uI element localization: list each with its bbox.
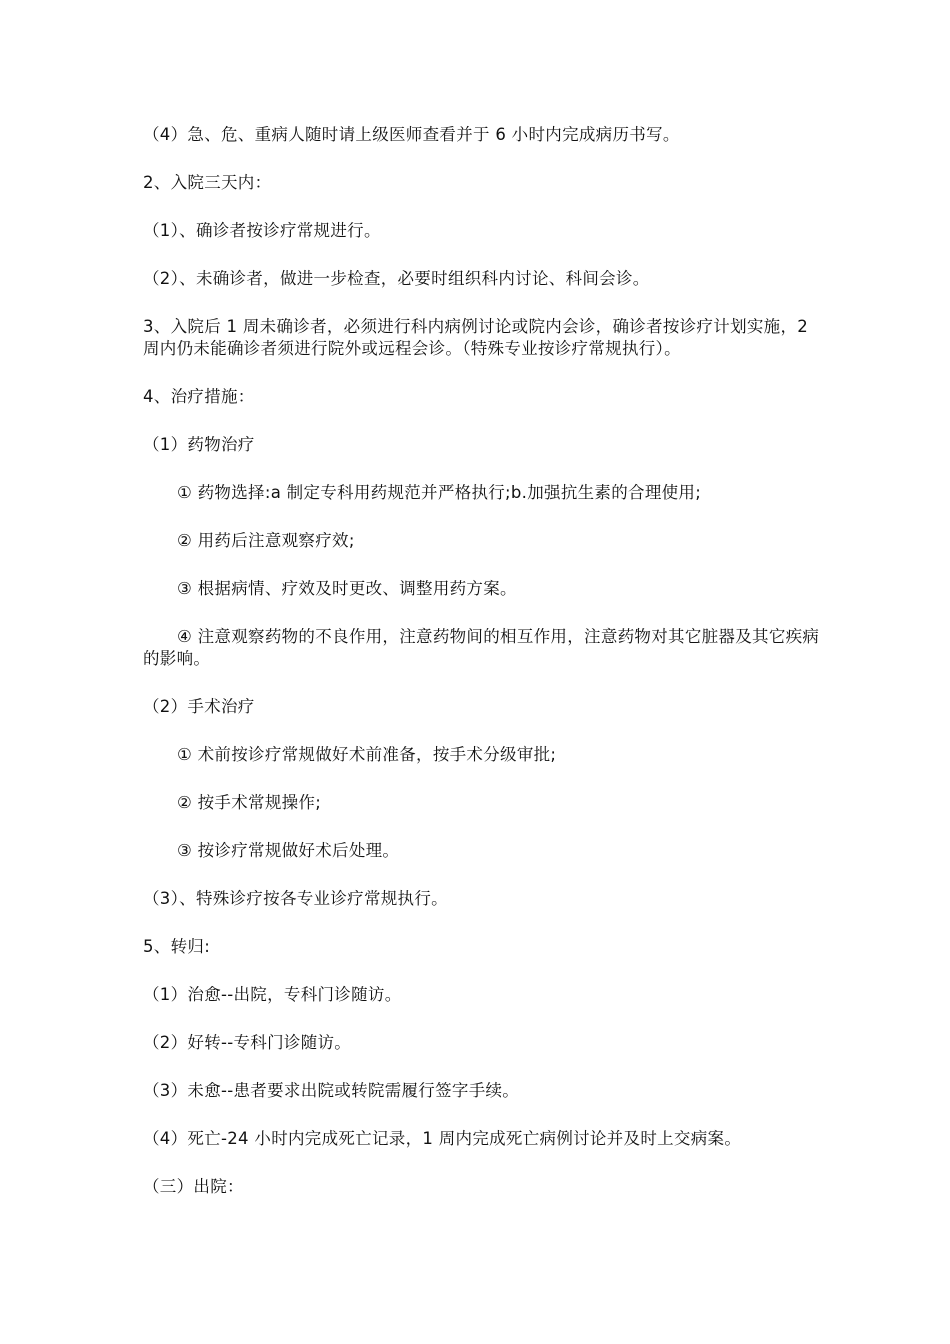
paragraph-one-week-undiagnosed: 3、入院后 1 周未确诊者，必须进行科内病例讨论或院内会诊，确诊者按诊疗计划实施，2 周内仍未能确诊者须进行院外或远程会诊。（特殊专业按诊疗常规执行）。 (143, 317, 809, 358)
heading-outcome: 5、转归: (143, 937, 211, 956)
paragraph-critical-patient-record: （4）急、危、重病人随时请上级医师查看并于 6 小时内完成病历书写。 (143, 125, 680, 144)
list-item-postoperative-care: ③ 按诊疗常规做好术后处理。 (177, 841, 400, 860)
document-body (143, 124, 823, 1224)
list-item-observe-efficacy: ② 用药后注意观察疗效; (177, 531, 355, 550)
subheading-drug-therapy: （1）药物治疗 (143, 435, 255, 454)
heading-within-three-days: 2、入院三天内： (143, 173, 272, 192)
list-item-adjust-regimen: ③ 根据病情、疗效及时更改、调整用药方案。 (177, 579, 517, 598)
heading-treatment-measures: 4、治疗措施： (143, 387, 255, 406)
heading-discharge: （三）出院： (143, 1177, 244, 1196)
subheading-surgical-therapy: （2）手术治疗 (143, 697, 255, 716)
paragraph-outcome-cured: （1）治愈--出院，专科门诊随访。 (143, 985, 402, 1004)
list-item-preoperative-prep: ① 术前按诊疗常规做好术前准备，按手术分级审批; (177, 745, 557, 764)
paragraph-outcome-improved: （2）好转--专科门诊随访。 (143, 1033, 352, 1052)
list-item-drug-selection: ① 药物选择:a 制定专科用药规范并严格执行;b.加强抗生素的合理使用; (177, 483, 702, 502)
paragraph-outcome-death: （4）死亡-24 小时内完成死亡记录，1 周内完成死亡病例讨论并及时上交病案。 (143, 1129, 742, 1148)
paragraph-confirmed-diagnosis: （1）、确诊者按诊疗常规进行。 (143, 221, 381, 240)
paragraph-outcome-not-cured: （3）未愈--患者要求出院或转院需履行签字手续。 (143, 1081, 520, 1100)
paragraph-special-treatment: （3）、特殊诊疗按各专业诊疗常规执行。 (143, 889, 448, 908)
paragraph-unconfirmed-diagnosis: （2）、未确诊者，做进一步检查，必要时组织科内讨论、科间会诊。 (143, 269, 650, 288)
list-item-surgical-procedure: ② 按手术常规操作; (177, 793, 322, 812)
list-item-adverse-effects: ④ 注意观察药物的不良作用，注意药物间的相互作用，注意药物对其它脏器及其它疾病的影响。 (143, 627, 820, 668)
